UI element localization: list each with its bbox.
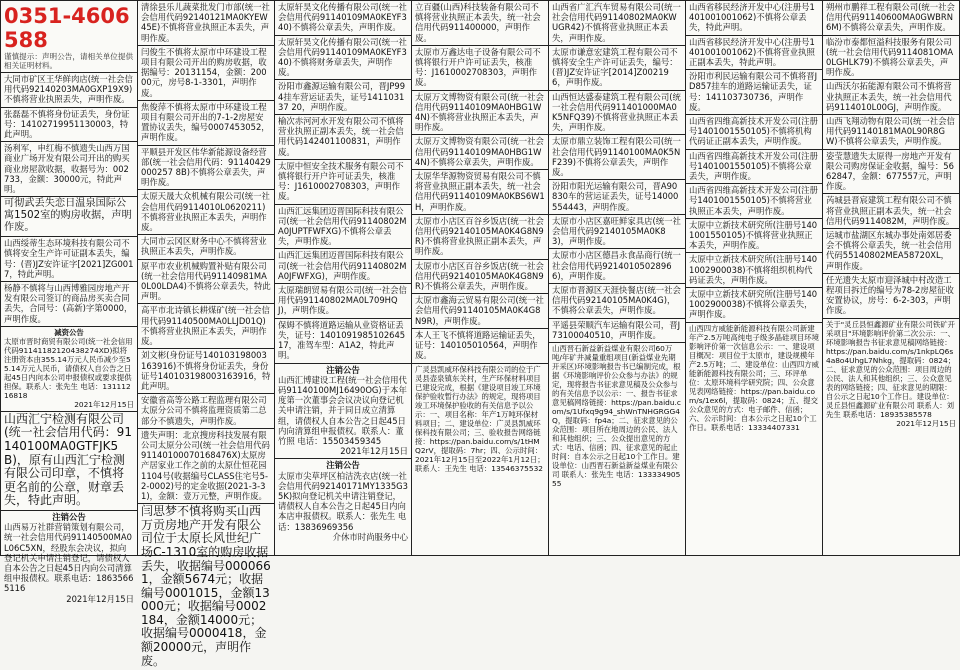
classified-ad — [686, 70, 822, 115]
classified-ad — [1, 108, 137, 143]
classified-ad — [275, 1, 411, 36]
ad-title: 注销公告 — [326, 364, 360, 375]
ad-text: 本人王飞不慎将道路运输证丢失，证号：140105010564，声明作废。 — [415, 329, 541, 361]
ad-text: 太原市小店区百谷乡饭店(统一社会信用代码92140105MA0K4G8N9R)不慎将公章丢失，声明作废。 — [415, 260, 544, 292]
classified-ad — [549, 215, 685, 250]
classified-ad — [686, 323, 822, 555]
classified-ad — [549, 91, 685, 136]
ad-text: 山西省移民经济开发中心(注册号1401001001062)不慎将公章丢失，特此声明。 — [689, 2, 815, 33]
ad-column-7 — [823, 1, 959, 555]
classified-ad — [138, 101, 274, 146]
ad-text: 高平市北诗镇长耕煤矿(统一社会信用代码91140500MA0LLJD01Q)不慎将营业执照正本丢失，声明作废。 — [141, 305, 270, 347]
ad-text: 太原市万鑫达电子设备有限公司不慎将银行开户许可证丢失，核准号：J1610002708303，声明作废。 — [415, 46, 541, 88]
ad-date: 2021年12月15日 — [340, 446, 408, 457]
ad-text: 太原万文博物资有限公司(统一社会信用代码91140109MA0HBG1W4N)不慎将公章丢失，声明作废。 — [415, 136, 544, 167]
classified-ad — [138, 235, 274, 259]
ad-text: 太原市小店区嘉旺鲜家具店(统一社会信用代码92140105MA0K83)，声明作废。 — [552, 215, 681, 247]
classified-ad — [412, 329, 548, 364]
ad-column-4 — [412, 1, 549, 555]
classified-ad — [686, 253, 822, 288]
classified-ad — [549, 180, 685, 215]
classified-ad — [823, 115, 959, 150]
classified-ad — [823, 274, 959, 319]
ad-text: 闫思梦不慎将购买山西万贡房地产开发有限公司位于太原长风世纪广场C-1310室的购房收据丢失，收据编号0000661，金额5674元；收据编号0001015，金额13000元；收据编号0002184，金额14000元；收据编号0000418，金额20000元，声明作废。 — [141, 504, 271, 668]
classified-ad — [1, 73, 137, 108]
classified-ad — [275, 284, 411, 319]
ad-text: 临汾市泰都恒溢科技服务有限公司(统一社会信用代码9114081OMA0LGHLK79)不慎将公章丢失，声明作废。 — [826, 36, 954, 78]
classified-ad — [1, 511, 137, 606]
classified-ad — [823, 36, 959, 81]
ad-text: 太原市鑫海云贸易有限公司(统一社会信用代码91140105MA0K4G8N9R)，声明作废。 — [415, 295, 544, 326]
ad-text: 平遥县荣顺汽车运输有限公司，晋J73100040510，声明作废。 — [552, 319, 681, 340]
ad-text: 太原中立新技术研究所(注册号1401001550105)不慎将营业执照正本丢失，声明作废。 — [689, 219, 818, 251]
hotline-note: 谨慎提示：声明公告，请相关单位提供相关证明材料。 — [4, 52, 134, 70]
hotline-phone: 0351-4606588 — [4, 4, 130, 52]
ad-text: 汾阳市利民运输有限公司不慎将晋JD857挂车的道路运输证丢失，证号：141103730736，声明作废。 — [689, 71, 818, 112]
ad-text: 山西汇宁检测有限公司(统一社会信用代码：91140100MA0GTFJK5B)，原有山西汇宁检测有限公司印章，不慎将更名前的公章，财章丢失，特此声明。 — [4, 411, 132, 508]
classified-ad — [549, 284, 685, 319]
ad-text: 任光遗失太原市迎泽城中村改造工程项目拆迁的编号为78-2房屋征收安置协议，房号：6-2-303，声明作废。 — [826, 274, 954, 316]
ad-text: 朔州市鹏祥工程有限公司(统一社会信用代码91140600MA0GWBRN6M)不慎将公章丢失，声明作废。 — [826, 2, 955, 33]
ad-text: 太原市小店区百谷乡饭店(统一社会信用代码92140105MA0K4G8N9R)不慎将营业执照正副本丢失，声明作废。 — [415, 215, 544, 257]
ad-text: 山西汇远集团迈晋国际科技有限公司(统一社会信用代码91140802MA0JFWFXG)，声明作废。 — [278, 250, 407, 281]
classified-ad — [412, 215, 548, 260]
classified-ad — [138, 146, 274, 191]
classified-ad — [686, 219, 822, 254]
ad-text: 清徐县乐儿蔬菜批发门市部(统一社会信用代码92140121MA0KYEW45E)不慎将营业执照正本丢失，声明作废。 — [141, 2, 270, 43]
ad-text: 关于"灵丘县恒鑫源矿业有限公司铁矿开采项目"环境影响评价第二次公示：一、环境影响报告书征求意见稿网络链接：https://pan.baidu.com/s/1nkpLQ6s4a8o4UhgL7Nhkg，提取码：0824；二、征求意见的公众范围：项目周边的公民、法人和其他组织；三、公众意见表的网络链接；四、征求意见的期限：自公示之日起10个工作日。建设单位：灵丘县恒鑫源矿业有限公司 联系人：刘先生 联系电话：18935385578 — [826, 319, 956, 419]
ad-text: 太原市晋源区天涯快餐店(统一社会信用代码92140105MA0K4G)，不慎将公章丢失，声明作废。 — [552, 285, 681, 316]
classified-ad — [686, 36, 822, 71]
ad-text: 山西沃尔拓能源有限公司不慎将营业执照正本丢失，统一社会信用代码9114010L00GJ，声明作废。 — [826, 81, 952, 112]
ad-text: 山西四方威能新能源科技有限公司新建年产2.5万吨高纯电子级多晶硅项目环境影响评价第一次信息公示：一、建设项目概况：项目位于太原市，建设规模年产2.5万吨；二、建设单位：山西四方威能新能源科技有限公司；三、环评单位：太原环境科学研究院；四、公众意见表网络链接：https://pan.baidu.com/s/1ex6l，提取码：0824；五、提交公众意见的方式：电子邮件、信函；六、公示时间：自本公示之日起10个工作日。联系电话：13334407331 — [689, 323, 820, 432]
ad-text: 山西晋石新益新益煤业有限公司60万吨/年矿井减量重组项目(新益煤业先期开采区)环境影响报告书已编制完成，根据《环境影响评价公众参与办法》的规定，现将报告书征求意见稿及公众参与的有关信息予以公示：一、报告书征求意见稿网络链接：https://pan.baidu.com/s/1Ufxq9g94_shWnTNHGRGG4Q，提取码：fp4a；二、征求意见的公众范围：项目所在地周边的公民、法人和其他组织；三、公众提出意见的方式：电话、信函；四、征求意见的起止时间：自本公示之日起10个工作日。建设单位：山西晋石新益新益煤业有限公司 联系人：张先生 电话：13333490555 — [552, 344, 681, 489]
classified-ad — [138, 429, 274, 504]
classified-ad — [549, 1, 685, 46]
classified-ad — [686, 150, 822, 185]
ad-text: 太原万文博物资有限公司(统一社会信用代码91140109MA0HBG1W4N)不慎将营业执照正本丢失，声明作废。 — [415, 91, 544, 133]
ad-title: 注销公告 — [52, 512, 86, 523]
ad-text: 安徽省高等公路工程监理有限公司太原分公司不慎将监理资质第二总部分不慎遗失，声明作废。 — [141, 395, 267, 426]
classified-ad — [138, 1, 274, 46]
ad-column-3 — [275, 1, 412, 555]
classified-ad — [686, 1, 822, 36]
ad-text: 芮城县晋宸建筑工程有限公司不慎将营业执照正副本丢失，统一社会信用代码9114082M，声明作废。 — [826, 195, 955, 226]
ad-column-1 — [1, 1, 138, 604]
ad-text: 运城市盐湖区东城办事处南郊居委会不慎将公章丢失，统一社会信用代码55140802MEA58720XL，声明作废。 — [826, 230, 952, 271]
classified-ad — [686, 115, 822, 150]
classified-ad — [138, 304, 274, 349]
classified-ad — [1, 237, 137, 282]
classified-ad — [138, 46, 274, 101]
classified-ad — [549, 135, 685, 180]
classified-ad — [823, 80, 959, 115]
ad-title: 减资公告 — [54, 327, 84, 337]
classified-ad — [275, 249, 411, 284]
ad-text: 山西汇博建设工程(统一社会信用代码91140100MJ16490OG)于本年度第一次董事会会议决议向登记机关申请注销，并于同日成立清算组，请债权人自本公告之日起45日内向清算组申报债权。联系人：董竹照 电话：15503459345 — [278, 374, 407, 446]
ad-text: 山西省移民经济开发中心(注册号1401001001062)不慎将营业执照正副本丢失，特此声明。 — [689, 36, 815, 68]
classified-ad — [549, 343, 685, 555]
classified-ad — [138, 260, 274, 305]
ad-text: 汾阳市鑫源运输有限公司，晋JP994挂车营运证丢失，证号141103137 20，声明作废。 — [278, 81, 406, 112]
ad-text: 刘文彬(身份证号140103198003163916)不慎将身份证丢失，身份证号140103198003163916，特此声明。 — [141, 350, 271, 391]
ad-text: 保姆不慎将道路运输从业资格证丢失，证号：140109198510264517，准驾车型：A1A2，特此声明。 — [278, 319, 406, 361]
classified-ad — [549, 46, 685, 91]
classified-ad — [1, 282, 137, 327]
classified-ad — [275, 319, 411, 364]
classified-ad — [823, 229, 959, 274]
ad-text: 太原中立新技术研究所(注册号1401002900038)不慎将组织机构代码证丢失，声明作废。 — [689, 254, 818, 285]
ad-column-2 — [138, 1, 275, 668]
classified-ad — [412, 135, 548, 170]
ad-text: 大同市云冈区财务中心不慎将营业执照正本丢失，声明作废。 — [141, 236, 267, 257]
classified-ad — [275, 459, 411, 555]
ad-text: 榆次赤河河水开发有限公司不慎将营业执照正副本丢失，统一社会信用代码142401100831，声明作废。 — [278, 116, 404, 157]
classified-ad — [275, 160, 411, 205]
ad-text: 太原市尖草坪区柏洁洗衣店(统一社会信用代码92140171MY1335G35K)拟向登记机关申请注销登记，请债权人自本公告之日起45日内向本店申报债权。联系人：张先生 电话：13836969356 — [278, 470, 408, 532]
classified-ad — [412, 1, 548, 46]
classified-ad — [412, 91, 548, 136]
ad-text: 广灵县凯威环保科技有限公司的位于广灵县壶泉镇东关村，生产环保材料项目已建设完成，根据《建设项目竣工环境保护验收暂行办法》的规定，现将项目竣工环境保护验收的有关信息予以公示：一、项目名称：年产1万吨环保材料项目；二、建设单位：广灵县凯威环保科技有限公司；三、验收报告网络链接：https://pan.baidu.com/s/1tHMQ2rV，提取码：7hr；四、公示时间：2021年12月15日至2022年1月12日；联系人：王先生 电话：13546375532 — [415, 364, 545, 473]
ad-column-6 — [686, 1, 823, 555]
ad-text: 焦俊萍不慎将太原市中环建设工程项目有限公司开出的7-1-2房屋安置协议丢失，编号0007453052，声明作废。 — [141, 101, 270, 143]
ad-text: 姿莹慧遗失太原得一房地产开发有限公司购房保证金收据，编号：5662847，金额：677557元，声明作废。 — [826, 150, 954, 192]
ad-text: 太原华华源物资贸易有限公司不慎将营业执照正副本丢失，统一社会信用代码91140109MA0KBS6W1H，声明作废。 — [415, 171, 545, 212]
classified-ad — [823, 150, 959, 195]
ad-text: 平顺县开发区伟华新能源设备经营部(统一社会信用代码：91140429000257 8B)不慎将公章丢失，声明作废。 — [141, 146, 271, 188]
ad-text: 太原市鼎立装饰工程有限公司(统一社会信用代码91140100MA0K5NF239)不慎将公章丢失，声明作废。 — [552, 136, 681, 178]
classified-ad — [412, 260, 548, 295]
ad-text: 太原瑞朗贸易有限公司(统一社会信用代码91140802MA0L709HQJ)，声明作废。 — [278, 285, 407, 316]
classified-ad — [275, 36, 411, 81]
classified-ad — [549, 319, 685, 343]
ad-date: 2021年12月15日 — [66, 593, 134, 604]
ad-title: 注销公告 — [326, 460, 360, 471]
ad-text: 太原中立新技术研究所(注册号1401002900038)不慎将公章丢失，声明作废。 — [689, 289, 818, 320]
classified-ad — [275, 80, 411, 115]
ad-column-5 — [549, 1, 686, 555]
ad-text: 汾阳市阳光运输有限公司，晋A90830车的营运证丢失，证号14000554443，声明作废。 — [552, 181, 679, 212]
ad-text: 太原中恒安全技术服务有限公司不慎将银行开户许可证丢失，核准号：J1610002708303，声明作废。 — [278, 160, 404, 202]
ad-text: 可彻武丢失恋日温泉国际公寓1502室的购房收据，声明作废。 — [4, 198, 132, 234]
classified-ad — [823, 194, 959, 229]
ad-text: 杨静不慎将与山西博雅园房地产开发有限公司签订的商品房买卖合同丢失，合同号：(高新)字第0000，声明作废。 — [4, 283, 133, 324]
ad-text: 太原市晋时商贸有限公司(统一社会信用代码91141182120438274XD)拟将注册资本由355.14万元人民币减少至55.14万元人民币，请债权人自公告之日起45日内向本公司申报债权或要求提供担保。联系人：张先生 电话：13111216818 — [4, 336, 133, 400]
classified-ad — [1, 142, 137, 197]
classified-ad — [412, 46, 548, 91]
ad-text: 原平市农业机械购置补贴有限公司(统一社会信用代码91140981MA0L00LDA4)不慎将公章丢失，特此声明。 — [141, 260, 271, 302]
classified-ad — [823, 319, 959, 555]
classified-ad — [275, 205, 411, 250]
ad-text: 张磊磊不慎将身份证丢失，身份证号：14102719951130003，特此声明。 — [4, 108, 130, 140]
ad-date: 2021年12月15日 — [74, 399, 134, 409]
classified-ad — [549, 249, 685, 284]
classified-ad — [412, 170, 548, 215]
ad-text: 山西易万社群营销策划有限公司，统一社会信用代码91140500MA0L06C5XN，经股东会决议，拟向登记机关申请注销登记，请债权人自本公告之日起45日内向公司清算组申报债权。联系电话：18635665116 — [4, 522, 134, 594]
hotline-ad — [1, 1, 137, 73]
classified-ad — [138, 394, 274, 429]
ad-text: 山西省广汇汽车贸易有限公司(统一社会信用代码91140802MA0KWUGR42)不慎将营业执照正本丢失，声明作废。 — [552, 2, 681, 43]
ad-text: 太原轩昊文化传播有限公司(统一社会信用代码91140109MA0KEYF340)不慎将公章丢失，声明作废。 — [278, 2, 407, 33]
classified-ad — [412, 294, 548, 329]
ad-text: 山西绥蒂生态环境科技有限公司不慎将安全生产许可证副本丢失，编号：(晋)JZ安许证字[2021]ZG0017，特此声明。 — [4, 238, 134, 279]
ad-date: 介休市时尚服务中心 — [332, 531, 408, 542]
ad-text: 山西飞翔动物有限公司(统一社会信用代码91140181MA0L90R8GW)不慎将公章丢失，声明作废。 — [826, 116, 955, 147]
classified-ad — [1, 197, 137, 237]
classified-ad — [138, 190, 274, 235]
classified-ad — [138, 504, 274, 670]
ad-text: 山西省四维高新技术开发公司(注册号1401001550105)不慎将公章丢失，声明作废。 — [689, 150, 818, 182]
ad-text: 山西省四维高新技术开发公司(注册号1401001550105)不慎将机构代码证正副本丢失，声明作废。 — [689, 116, 818, 147]
ad-text: 遗失声明：北京搜房科技发展有限公司太原分公司(统一社会信用代码91140100070168476X)太原房产居家业工作之前的太原仕恒花园1104号(收据编号CLASS住宅号5-2-0002)号的定金收据(2021-3-31)，金额：壹万元整，声明作废。 — [141, 429, 270, 501]
ad-text: 山西恒达盛泰建筑工程有限公司(统一社会信用代码911401000MA0K5NFQ39)不慎将营业执照正本丢失，声明作废。 — [552, 91, 681, 133]
classified-ad — [412, 364, 548, 556]
ad-text: 闫俊生不慎将太原市中环建设工程项目有限公司开出的购房收据，收据编号：20131154，金额：20000元，房号8-1-3301，声明作废。 — [141, 46, 267, 98]
ad-text: 太原天晟大众机械有限公司(统一社会信用代码9114010L0620211)不慎将营业执照正本丢失，声明作废。 — [141, 191, 270, 233]
ad-text: 山西汇远集团迈晋国际科技有限公司(统一社会信用代码91140802MA0JUPTFWFXG)不慎将公章丢失，声明作废。 — [278, 205, 407, 247]
classified-ad — [1, 327, 137, 412]
classified-ad — [138, 349, 274, 394]
ad-text: 太原轩昊文化传播有限公司(统一社会信用代码91140109MA0KEYF340)不慎将财务章丢失，声明作废。 — [278, 36, 407, 78]
ad-text: 大同市矿区王华鲜肉店(统一社会信用代码92140203MA0GXP19X9)不慎将营业执照丢失，声明作废。 — [4, 74, 133, 105]
ad-text: 立百疆(山西)科技装备有限公司不慎将营业执照正本丢失，统一社会信用代码911400000，声明作废。 — [415, 2, 541, 43]
classified-ad — [686, 288, 822, 323]
classified-ad — [275, 364, 411, 460]
classified-ad — [823, 1, 959, 36]
ad-text: 太原市小店区德昌永食品商行(统一社会信用代码92140105028966)，声明作废。 — [552, 250, 681, 281]
ad-text: 山西省四维高新技术开发公司(注册号1401001550105)不慎将营业执照正本丢失，声明作废。 — [689, 185, 818, 216]
ad-text: 汤利军，申红梅不慎遗失山西万国商业广场开发有限公司开出的购买商业房屋款收据，收据号为：002733，金额：30000元，特此声明。 — [4, 143, 130, 195]
classified-ad — [1, 412, 137, 511]
ad-text: 太原市谦意宏建筑工程有限公司不慎将安全生产许可证丢失，编号：(晋)JZ安许证字[2014]Z002196，声明作废。 — [552, 46, 678, 88]
ad-date: 2021年12月15日 — [896, 418, 956, 428]
classified-ad — [686, 184, 822, 219]
classified-ad — [275, 115, 411, 160]
